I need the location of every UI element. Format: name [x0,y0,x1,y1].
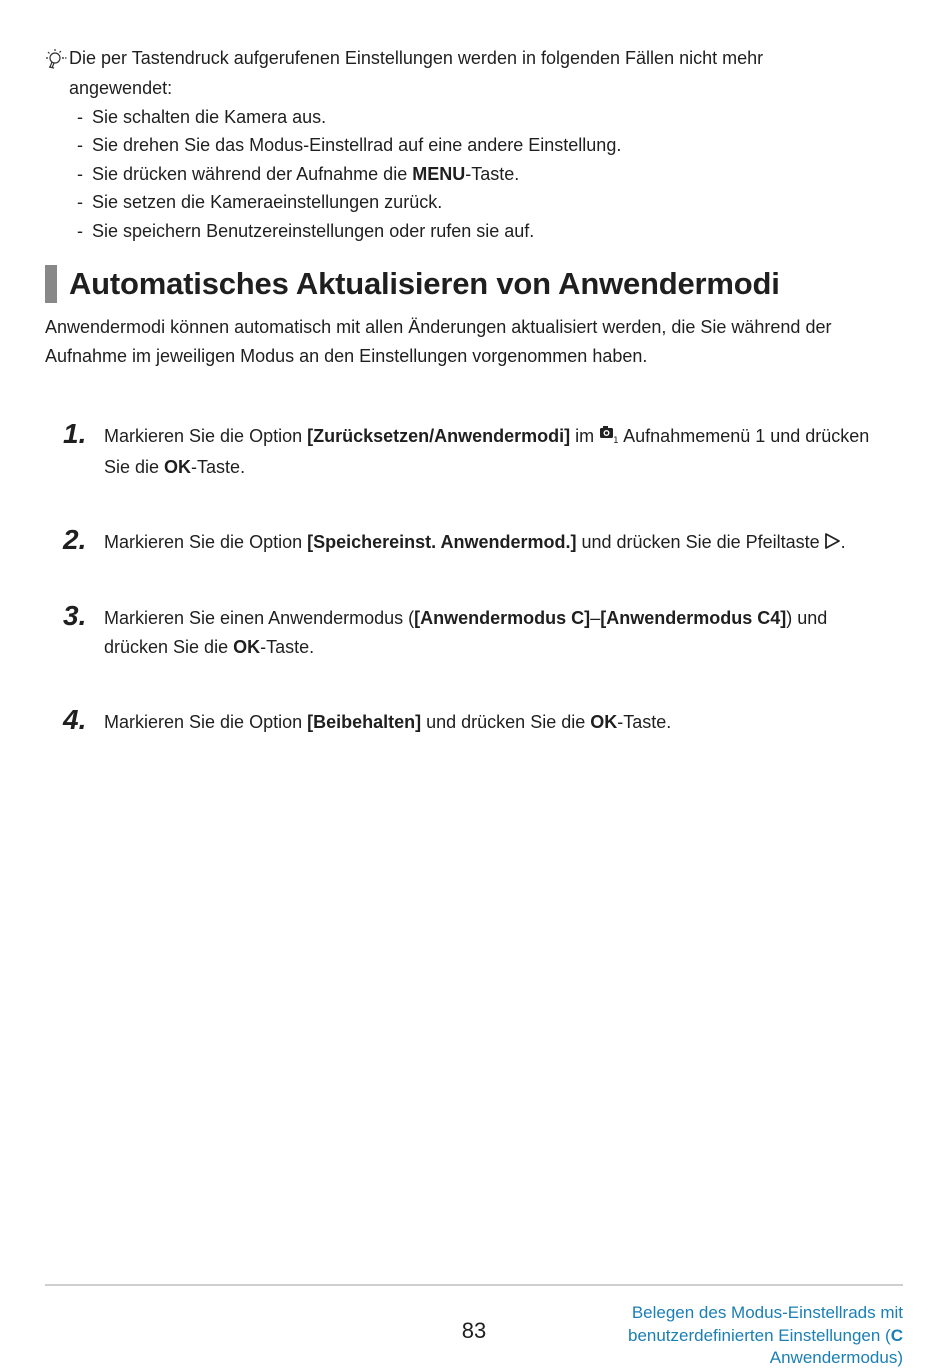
step-number: 2. [63,524,87,555]
step-text: Markieren Sie die Option [Zurücksetzen/Anwendermodi] im 1 Aufnahmemenü 1 und drücken Sie die OK-Taste. [104,426,870,477]
hint-note [45,44,905,245]
option-label: [Beibehalten] [307,712,422,732]
step-text: Markieren Sie die Option [Speichereinst. Anwendermod.] und drücken Sie die Pfeiltaste . [104,528,894,559]
arrow-right-icon [823,530,841,559]
list-item-text: -Taste. [465,163,520,184]
list-item [77,160,905,189]
hint-note-lead: Die per Tastendruck aufgerufenen Einstellungen werden in folgenden Fällen nicht mehr [69,48,764,68]
section-heading [45,264,780,304]
chapter-link-line: benutzerdefinierten Einstellungen (C [627,1325,903,1345]
hint-note-list [45,103,905,246]
ok-key-label: OK [233,637,261,657]
hint-icon [45,46,69,74]
step-text: Markieren Sie die Option [Beibehalten] und drücken Sie die OK-Taste. [104,712,672,732]
ok-key-label: OK [164,457,192,477]
menu-key-label: MENU [412,163,466,184]
list-item: - Sie setzen die Kameraeinstellungen zurück. [77,188,905,217]
chapter-link-line: Belegen des Modus-Einstellrads mit [631,1303,903,1322]
step-number: 1. [63,418,87,449]
hint-note-continuation: angewendet: [69,78,173,98]
section-title: Automatisches Aktualisieren von Anwendermodi [69,266,780,301]
heading-marker-bar [45,265,57,303]
option-label: [Anwendermodus C] [414,608,591,628]
svg-text:1: 1 [613,436,619,444]
list-item: - Sie drehen Sie das Modus-Einstellrad auf eine andere Einstellung. [77,131,905,160]
footer-divider [45,1284,903,1286]
camera-menu-icon [599,424,619,453]
chapter-link-line: Anwendermodus) [769,1348,903,1367]
step-number: 4. [63,704,87,735]
page-number: 83 [461,1318,487,1343]
hint-note-first-line [45,44,905,74]
chapter-link[interactable] [573,1302,903,1370]
list-item: - Sie speichern Benutzereinstellungen oder rufen sie auf. [77,217,905,246]
ok-key-label: OK [590,712,618,732]
section-intro: Anwendermodi können automatisch mit allen Änderungen aktualisiert werden, die Sie während der Aufnahme im jeweiligen Modus an den Einstellungen vorgenommen haben. [45,317,832,366]
list-item: - Sie schalten die Kamera aus. [77,103,905,132]
step-number: 3. [63,600,87,631]
c-mode-symbol: C [890,1325,903,1345]
option-label: [Anwendermodus C4] [600,608,787,628]
list-item-text: Sie drücken während der Aufnahme die [92,163,413,184]
step-text: Markieren Sie einen Anwendermodus ([Anwendermodus C]–[Anwendermodus C4]) und drücken Sie die OK-Taste. [104,608,828,657]
option-label: [Zurücksetzen/Anwendermodi] [307,426,571,446]
option-label: [Speichereinst. Anwendermod.] [307,532,577,552]
